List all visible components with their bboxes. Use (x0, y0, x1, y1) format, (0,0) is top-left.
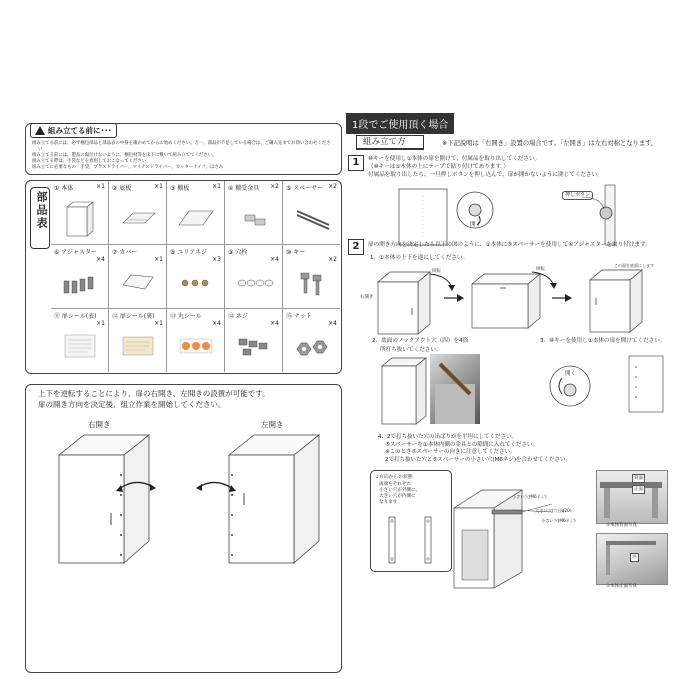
part-count: ×3 (212, 256, 221, 263)
part-name: ⑨ 穴栓 (228, 249, 248, 256)
arrow-right-1 (444, 294, 464, 302)
part-illustration (293, 327, 331, 365)
part-illustration (119, 199, 157, 237)
small-hole-label: 小さい穴(M6ネジ) (512, 494, 547, 499)
part-count: ×1 (212, 183, 221, 190)
part-name: ⑩ キー (286, 249, 306, 256)
part-count: ×4 (96, 256, 105, 263)
step2-sub4 (378, 434, 688, 464)
rotate-arrow-2 (530, 270, 560, 290)
callout-line: 両端をそれぞれ (379, 482, 412, 487)
sub4-line: ⑤スペーサーを①本体内側の金具との隙間に入れてください。 (385, 441, 538, 448)
push-button-label: 押しボタン (562, 191, 593, 200)
part-name: ⑦ カバー (112, 249, 138, 256)
step2-sub1: 1．①本体の上下を逆にしてください。 (370, 255, 469, 261)
knockout-cabinet (380, 356, 430, 426)
parts-table (25, 180, 342, 374)
rotation-cabinet-1 (376, 270, 436, 336)
page-title: 1段でご使用頂く場合 (346, 113, 454, 134)
part-cell (167, 309, 225, 372)
step1-line: （⑩キーは①本体の上にテープで貼り付けてあります。） (368, 164, 509, 170)
part-illustration (177, 263, 215, 301)
part-count: ×1 (154, 183, 163, 190)
right-open-label: 右開き (88, 420, 111, 429)
part-name: ⑪ 扉シール(表) (54, 313, 97, 320)
part-cell (51, 181, 109, 245)
photo2-caption: ①本体正面写真 (606, 584, 638, 589)
part-cell (167, 181, 225, 245)
left-open-cabinet (224, 433, 334, 568)
part-cell (225, 309, 283, 372)
part-count: ×4 (212, 320, 221, 327)
part-illustration (177, 327, 215, 365)
callout-box (370, 470, 452, 572)
part-cell (225, 181, 283, 245)
part-count: ×1 (154, 320, 163, 327)
part-cell (109, 245, 167, 309)
warning-line: 組み立てる前には、必ず梱包部品と部品表の中身を確かめてからお始めください。万一、部品が不足している場合は、ご購入先までお問い合わせください。 (32, 141, 331, 152)
part-count: ×4 (328, 320, 337, 327)
step1-number: 1 (348, 155, 364, 171)
four-label: ⑭ (632, 555, 637, 560)
big-hole-label: 大きい穴(穴径φ20) (535, 508, 572, 513)
hammer-photo-detail (430, 354, 480, 424)
step1-line: 付属品を取り出したら、一旦押しボタンを押し込んで、扉が開かないように閉じてください。 (368, 172, 603, 178)
part-name: ⑬ 丸シール (170, 313, 202, 320)
rotate-label-2: 回転 (536, 267, 545, 272)
part-name: ⑮ ナット (286, 313, 312, 320)
callout-line: 小さい穴が外側に、 (379, 488, 421, 493)
warning-line: 組み立てに必要なもの：手袋、プラスドライバー、マイナスドライバー、カッターナイフ、はさみ (32, 165, 224, 170)
part-cell (283, 245, 340, 309)
warning-line: 組み立てる前には、製品の傷付けないように、梱包材等を床下に敷いて組み立ててください。 (32, 153, 217, 158)
sub4-line: 4．2で打ち抜いた穴の出ぱりがを平坦にしてください。 (378, 434, 518, 440)
warning-line: 組み立てる際は、手袋などを着用しておこなってください。 (32, 159, 151, 164)
left-open-label: 左開き (261, 420, 284, 429)
spacer-bars (379, 515, 443, 567)
part-cell (51, 309, 109, 372)
left-open-arrow (196, 475, 236, 495)
part-count: ×2 (328, 183, 337, 190)
part-name: ③ 棚板 (170, 185, 190, 192)
part-illustration (235, 263, 273, 301)
right-side-label: 右開き (360, 295, 374, 300)
warning-box (25, 123, 342, 175)
subtitle: 組み立て方 (363, 137, 406, 147)
warning-icon (35, 126, 45, 135)
parts-label-box (30, 187, 50, 249)
part-name: ② 底板 (112, 185, 132, 192)
part-cell (283, 181, 340, 245)
warning-title: 組み立てる前に･･･ (48, 126, 112, 135)
part-cell (109, 181, 167, 245)
small-hole-label-2: 小さい穴(M6ネジ) (541, 518, 576, 523)
part-count: ×1 (96, 320, 105, 327)
part-illustration (235, 199, 273, 237)
callout-title: ↓方向からの状態 (375, 475, 413, 480)
rotate-label-1: 回転 (432, 269, 441, 274)
part-cell (283, 309, 340, 372)
door-orientation-box (25, 384, 342, 673)
part-count: ×4 (270, 256, 279, 263)
part-illustration (235, 327, 273, 365)
subtitle-box (356, 135, 424, 150)
part-count: ×2 (270, 183, 279, 190)
part-cell (167, 245, 225, 309)
part-illustration (119, 327, 157, 365)
sub4-line: ※このとき⑤スペーサーの向きに注意してください。 (385, 449, 516, 455)
part-name: ⑭ ネジ (228, 313, 248, 320)
part-name: ④ 棚受金具 (228, 185, 260, 192)
part-count: ×4 (270, 320, 279, 327)
step1-cabinet-front (398, 188, 448, 246)
part-cell (225, 245, 283, 309)
door-text-1: 上下を逆転することにより、扉の右開き、左開きの設置が可能です。 (38, 389, 270, 398)
parts-grid (51, 181, 341, 373)
part-count: ×1 (154, 256, 163, 263)
callout-lines (379, 482, 420, 506)
step1-text (368, 155, 688, 179)
part-illustration (61, 327, 99, 365)
part-illustration (61, 199, 99, 237)
part-illustration (61, 263, 99, 301)
step2-text: 扉の開き方向を決定したら以下の図のように、①本体に⑤スペーサーを使用して⑥アジャスターを取り付けます。 (368, 242, 651, 248)
part-illustration (293, 263, 331, 301)
callout-line: なります (379, 500, 398, 505)
back-photo-detail (596, 470, 666, 522)
right-open-arrow (116, 475, 156, 495)
note: ※下記説明は「右開き」設置の場合です。「左開き」は左右対称となります。 (442, 140, 658, 147)
warning-heading (30, 123, 117, 138)
top-face-label: この面を底面にします (614, 263, 654, 268)
step1-line: ⑩キーを使用し①本体の扉を開けて、付属品を取り出してください。 (368, 156, 541, 162)
right-open-cabinet (54, 433, 164, 568)
part-name: ⑤ スペーサー (286, 185, 324, 192)
arrow-right-2 (552, 294, 572, 302)
part-name: ⑫ 扉シール(裏) (112, 313, 155, 320)
part-name: ⑥ アジャスター (54, 249, 97, 256)
door-text-2: 扉の開き方向を決定後、組立作業を開始してください。 (38, 400, 226, 409)
part-name: ① 本体 (54, 185, 74, 192)
part-count: ×2 (328, 256, 337, 263)
part-illustration (177, 199, 215, 237)
callout-line: 大きい穴が内側に (379, 494, 416, 499)
back-label: 背面 (634, 476, 643, 481)
parts-label: 部品表 (35, 191, 48, 230)
open-label-step3: 開く (565, 371, 577, 377)
part-illustration (293, 199, 331, 237)
rotate-arrow-1 (428, 272, 458, 292)
part-cell (51, 245, 109, 309)
step2-sub3: 3．⑩キーを使用し①本体の扉を開けてください。 (540, 338, 666, 344)
photo1-caption: ①本体背面写真 (606, 523, 638, 528)
sub4-line: 2で打ち抜いた穴と⑤スペーサーの小さい穴(M6ネジ)を合わせてください。 (385, 456, 571, 463)
rotation-cabinet-3 (588, 268, 648, 334)
open-label-step1: 開く (470, 222, 482, 228)
step3-cabinet (628, 355, 664, 413)
part-name: ⑧ ユリアネジ (170, 249, 208, 256)
step2-sub2b: 所打ち抜いてください。 (380, 347, 442, 353)
warning-lines (32, 141, 332, 171)
part-illustration (119, 263, 157, 301)
step2-sub2a: 2．底面のノックアウト穴（四）を4箇 (372, 338, 469, 344)
part-count: ×1 (96, 183, 105, 190)
front-label: 正面 (634, 487, 643, 492)
part-cell (109, 309, 167, 372)
step2-number: 2 (348, 239, 364, 255)
